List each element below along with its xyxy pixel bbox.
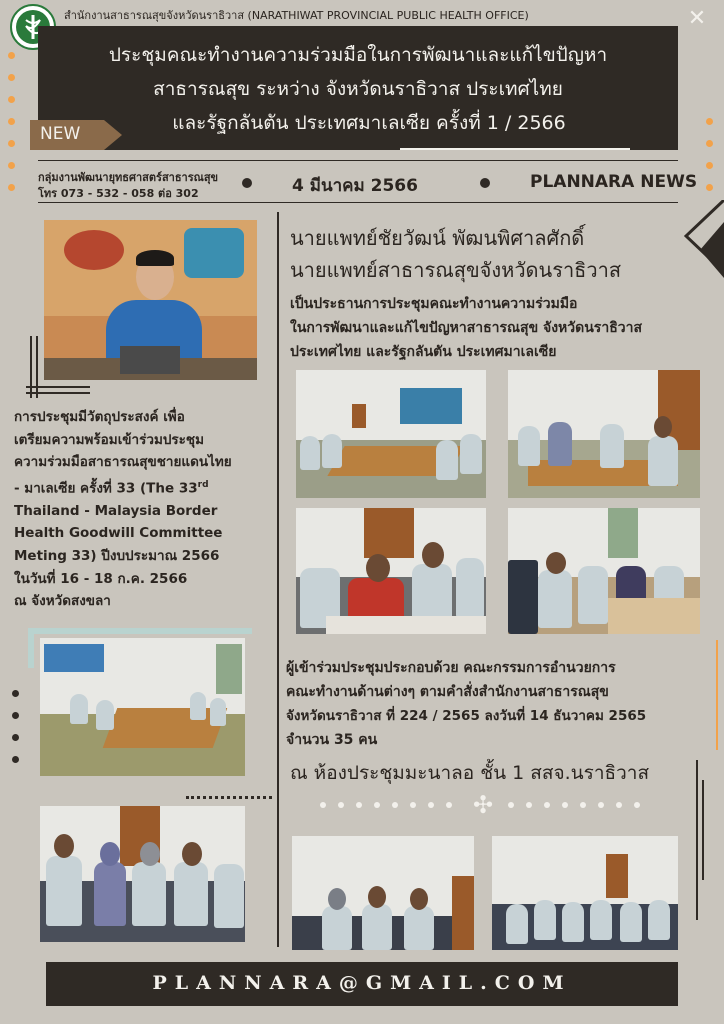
issue-date: 4 มีนาคม 2566 bbox=[292, 176, 418, 196]
dept-name: กลุ่มงานพัฒนายุทธศาสตร์สาธารณสุข bbox=[38, 171, 219, 184]
page-title-line3: และรัฐกลันตัน ประเทศมาเลเซีย ครั้งที่ 1 / 2566 bbox=[172, 112, 566, 134]
chair-name: นายแพทย์ชัยวัฒน์ พัฒนพิศาลศักดิ์ bbox=[290, 226, 585, 250]
arrow-decor-icon bbox=[684, 200, 724, 300]
attendees-line: ผู้เข้าร่วมประชุมประกอบด้วย คณะกรรมการอำนวยการ bbox=[286, 660, 616, 676]
accent-line bbox=[716, 640, 718, 750]
decor-line bbox=[696, 760, 698, 920]
meeting-photo-grid-2 bbox=[508, 370, 700, 498]
chair-desc-line: ประเทศไทย และรัฐกลันตัน ประเทศมาเลเซีย bbox=[290, 344, 557, 360]
meeting-photo-bottom-2 bbox=[492, 836, 678, 950]
meeting-photo-left-2 bbox=[40, 806, 245, 942]
bullet-dot bbox=[242, 178, 252, 188]
objective-line: Thailand - Malaysia Border bbox=[14, 502, 218, 519]
chairman-photo bbox=[44, 220, 257, 380]
new-label: NEW bbox=[40, 124, 81, 144]
dotted-separator bbox=[186, 796, 272, 802]
objective-line: ในวันที่ 16 - 18 ก.ค. 2566 bbox=[14, 570, 188, 587]
title-divider bbox=[38, 160, 678, 161]
brand-name: PLANNARA NEWS bbox=[530, 172, 698, 192]
objective-line: - มาเลเซีย ครั้งที่ 33 (The 33 bbox=[14, 480, 198, 497]
page-title-line2: สาธารณสุข ระหว่าง จังหวัดนราธิวาส ประเทศไทย bbox=[153, 78, 563, 100]
meeting-photo-left-1 bbox=[40, 638, 245, 776]
sparkle-icon: ✣ bbox=[472, 791, 494, 819]
photo-frame bbox=[28, 628, 34, 668]
decor-line bbox=[30, 336, 32, 398]
column-divider bbox=[277, 212, 279, 947]
bullet-dot bbox=[480, 178, 490, 188]
meeting-photo-grid-1 bbox=[296, 370, 486, 498]
chair-role: นายแพทย์สาธารณสุขจังหวัดนราธิวาส bbox=[290, 258, 622, 282]
meeting-photo-grid-4 bbox=[508, 508, 700, 634]
objective-line: ณ จังหวัดสงขลา bbox=[14, 593, 111, 610]
decor-line bbox=[26, 392, 90, 394]
new-tag bbox=[30, 120, 122, 150]
decor-line bbox=[36, 336, 38, 398]
chair-desc-line: เป็นประธานการประชุมคณะทำงานความร่วมมือ bbox=[290, 296, 578, 312]
org-name: สำนักงานสาธารณสุขจังหวัดนราธิวาส (NARATHIWAT PROVINCIAL PUBLIC HEALTH OFFICE) bbox=[64, 9, 529, 22]
chair-desc-line: ในการพัฒนาและแก้ไขปัญหาสาธารณสุข จังหวัดนราธิวาส bbox=[290, 320, 643, 336]
meeting-photo-bottom-1 bbox=[292, 836, 474, 950]
chair-desc bbox=[290, 292, 642, 364]
meeting-photo-grid-3 bbox=[296, 508, 486, 634]
objective-line: การประชุมมีวัตถุประสงค์ เพื่อ bbox=[14, 409, 185, 425]
attendees-line: จำนวน 35 คน bbox=[286, 732, 378, 748]
photo-frame bbox=[28, 628, 252, 634]
objective-line: Meting 33) ปีงบประมาณ 2566 bbox=[14, 548, 220, 565]
objective-line: ความร่วมมือสาธารณสุขชายแดนไทย bbox=[14, 454, 232, 471]
title-divider-thick bbox=[400, 148, 630, 150]
objective-line: Health Goodwill Committee bbox=[14, 525, 223, 542]
dept-phone: โทร 073 - 532 - 058 ต่อ 302 bbox=[38, 187, 199, 200]
attendees-line: คณะทำงานด้านต่างๆ ตามคำสั่งสำนักงานสาธารณสุข bbox=[286, 684, 609, 700]
objective-line: เตรียมความพร้อมเข้าร่วมประชุม bbox=[14, 431, 204, 448]
info-divider bbox=[38, 202, 678, 203]
objective-sup: rd bbox=[197, 479, 209, 490]
decor-line bbox=[702, 780, 704, 880]
footer-email[interactable]: PLANNARA@GMAIL.COM bbox=[152, 972, 572, 994]
attendees-text bbox=[286, 656, 646, 752]
attendees-line: จังหวัดนราธิวาส ที่ 224 / 2565 ลงวันที่ 14 ธันวาคม 2565 bbox=[286, 708, 647, 724]
objective-text bbox=[14, 406, 276, 613]
page-title-line1: ประชุมคณะทำงานความร่วมมือในการพัฒนาและแก้ไขปัญหา bbox=[108, 44, 608, 66]
decor-line bbox=[26, 386, 90, 388]
venue-text: ณ ห้องประชุมมะนาลอ ชั้น 1 สสจ.นราธิวาส bbox=[290, 762, 650, 784]
close-icon: ✕ bbox=[687, 6, 707, 31]
